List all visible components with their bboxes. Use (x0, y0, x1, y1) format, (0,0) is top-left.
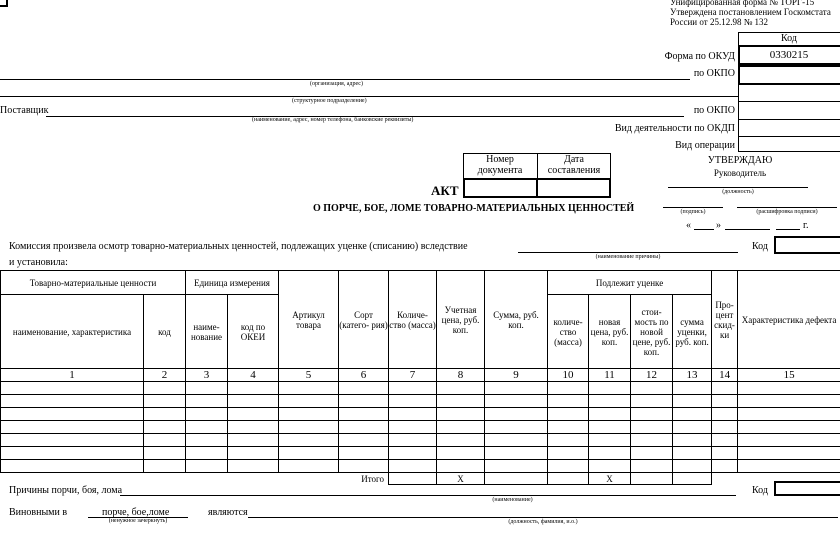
commission-code-input[interactable] (774, 236, 840, 254)
table-row[interactable] (1, 447, 840, 460)
total-qty[interactable] (389, 473, 437, 485)
form-line-2: Утверждена постановлением Госкомстата (670, 7, 831, 17)
col-number: 4 (228, 369, 279, 382)
position-line[interactable] (668, 187, 808, 188)
are-label: являются (208, 507, 248, 518)
name-header: наименование, характеристика (1, 295, 144, 369)
year-line[interactable] (776, 229, 800, 230)
doc-number-header: Номер документа (477, 154, 523, 176)
reasons-caption: (наименование) (492, 497, 533, 503)
col-number: 5 (279, 369, 339, 382)
table-row[interactable] (1, 421, 840, 434)
col-number: 13 (673, 369, 712, 382)
commission-line2: и установила: (9, 257, 68, 268)
org-line[interactable] (0, 79, 690, 80)
total-price-x: X (437, 473, 485, 485)
col-number: 3 (186, 369, 228, 382)
col-number: 8 (437, 369, 485, 382)
col-number: 12 (631, 369, 673, 382)
total-sum[interactable] (485, 473, 548, 485)
guilty-value: порче, бое,ломе (102, 507, 170, 518)
okud-label: Форма по ОКУД (664, 51, 735, 62)
total-m-price-x: X (589, 473, 631, 485)
approve-head: Руководитель (713, 168, 767, 178)
okei-header: код по ОКЕИ (228, 295, 279, 369)
doc-title: АКТ (431, 183, 459, 198)
okud-value: 0330215 (769, 49, 809, 61)
doc-subtitle: О ПОРЧЕ, БОЕ, ЛОМЕ ТОВАРНО-МАТЕРИАЛЬНЫХ ЦЕННОСТЕЙ (313, 203, 635, 214)
commission-code-label: Код (752, 241, 768, 252)
okpo2-label: по ОКПО (693, 105, 735, 116)
defect-header: Характеристика дефекта (738, 271, 840, 369)
reason-line[interactable] (518, 252, 738, 253)
m-sum-header: сумма уценки, руб. коп. (673, 295, 712, 369)
total-m-sum[interactable] (673, 473, 712, 485)
m-qty-header: количе- ство (масса) (548, 295, 589, 369)
operation-label: Вид операции (675, 140, 735, 151)
signature-line[interactable] (663, 207, 723, 208)
col-number: 2 (144, 369, 186, 382)
month-line[interactable] (725, 229, 770, 230)
col-number: 7 (389, 369, 437, 382)
quote-open: « (686, 220, 691, 231)
grade-header: Сорт (катего- рия) (339, 271, 389, 369)
doc-date-input[interactable] (536, 178, 611, 198)
decoding-caption: (расшифровка подписи) (756, 209, 818, 215)
footer-code-input[interactable] (774, 481, 840, 496)
persons-caption: (должность, фамилия, и.о.) (508, 519, 578, 525)
col-number: 14 (712, 369, 738, 382)
total-row (1, 473, 840, 485)
form-info (670, 0, 840, 27)
okdp-label: Вид деятельности по ОКДП (614, 123, 735, 134)
col-number: 15 (738, 369, 840, 382)
reasons-line[interactable] (120, 495, 736, 496)
supplier-label: Поставщик (0, 105, 49, 116)
table-row[interactable] (1, 395, 840, 408)
code-header: код (144, 295, 186, 369)
okpo-label: по ОКПО (693, 68, 735, 79)
table-row[interactable] (1, 382, 840, 395)
signature-caption: (подпись) (680, 209, 706, 215)
total-m-cost[interactable] (631, 473, 673, 485)
supplier-caption: (наименование, адрес, номер телефона, банковские реквизиты) (252, 117, 414, 123)
decoding-line[interactable] (737, 207, 837, 208)
m-price-header: новая цена, руб. коп. (589, 295, 631, 369)
guilty-label: Виновными в (9, 507, 68, 518)
codes-title: Код (781, 33, 797, 44)
m-cost-header: стои- мость по новой цене, руб. коп. (631, 295, 673, 369)
persons-line[interactable] (248, 517, 838, 518)
goods-group-header: Товарно-материальные ценности (1, 271, 186, 295)
goods-table (0, 270, 840, 485)
total-m-qty[interactable] (548, 473, 589, 485)
division-line[interactable] (0, 96, 738, 97)
table-row[interactable] (1, 434, 840, 447)
org-caption: (организация, адрес) (310, 81, 363, 87)
year-suffix: г. (803, 220, 809, 231)
unit-name-header: наиме- нование (186, 295, 228, 369)
col-number: 9 (485, 369, 548, 382)
guilty-caption: (ненужное зачеркнуть) (108, 518, 168, 524)
col-number: 6 (339, 369, 389, 382)
reasons-label: Причины порчи, боя, лома (9, 485, 123, 496)
doc-date-header: Дата составления (547, 154, 601, 176)
table-row[interactable] (1, 460, 840, 473)
qty-header: Количе- ство (масса) (389, 271, 437, 369)
approve-title: УТВЕРЖДАЮ (707, 155, 773, 166)
article-header: Артикул товара (279, 271, 339, 369)
form-line-1: Унифицированная форма № ТОРГ-15 (670, 0, 815, 7)
sum-header: Сумма, руб. коп. (485, 271, 548, 369)
price-header: Учетная цена, руб. коп. (437, 271, 485, 369)
percent-header: Про- цент скид- ки (712, 271, 738, 369)
unit-group-header: Единица измерения (186, 271, 279, 295)
total-label: Итого (1, 473, 389, 485)
okpo-box[interactable] (738, 65, 840, 85)
col-number: 1 (1, 369, 144, 382)
commission-line1: Комиссия произвела осмотр товарно-материальных ценностей, подлежащих уценке (списанию) вследствие (9, 241, 468, 252)
corner-mark (0, 0, 8, 7)
division-caption: (структурное подразделение) (292, 98, 367, 104)
day-line[interactable] (694, 229, 714, 230)
table-row[interactable] (1, 408, 840, 421)
form-line-3: России от 25.12.98 № 132 (670, 17, 769, 27)
col-number: 11 (589, 369, 631, 382)
doc-number-input[interactable] (463, 178, 538, 198)
markdown-group-header: Подлежит уценке (548, 271, 712, 295)
position-caption: (должность) (722, 189, 754, 195)
footer-code-label: Код (752, 485, 768, 496)
col-number: 10 (548, 369, 589, 382)
quote-close: » (716, 220, 721, 231)
column-numbers-row (1, 369, 840, 382)
reason-caption: (наименование причины) (595, 254, 661, 260)
